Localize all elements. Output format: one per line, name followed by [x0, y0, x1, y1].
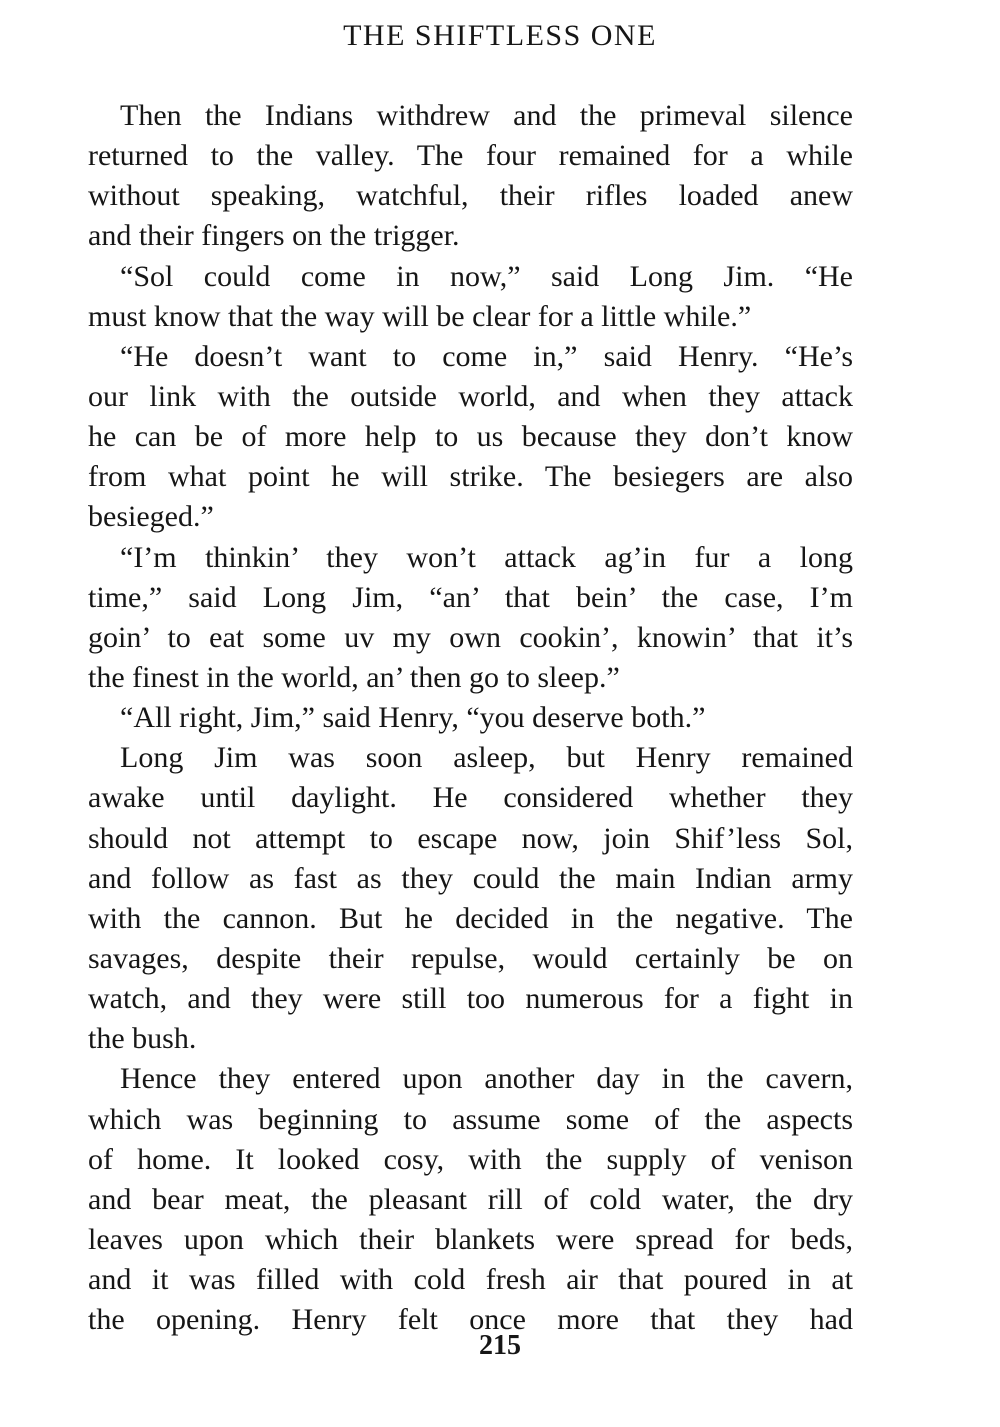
- text-line: “He doesn’t want to come in,” said Henry. “He’s: [120, 339, 853, 373]
- text-line: should not attempt to escape now, join Shif’less Sol,: [88, 821, 853, 855]
- text-line: our link with the outside world, and when they attack: [88, 379, 853, 413]
- text-line: must know that the way will be clear for a little while.”: [88, 299, 752, 333]
- text-line: the opening. Henry felt once more that they had: [88, 1303, 853, 1337]
- text-line: goin’ to eat some uv my own cookin’, knowin’ that it’s: [88, 620, 853, 654]
- text-line: and their fingers on the trigger.: [88, 219, 460, 253]
- text-line: with the cannon. But he decided in the negative. The: [88, 901, 853, 935]
- text-line: and bear meat, the pleasant rill of cold water, the dry: [88, 1182, 853, 1216]
- page-number: 215: [479, 1330, 521, 1361]
- text-line: “Sol could come in now,” said Long Jim. “He: [120, 259, 853, 293]
- text-line: savages, despite their repulse, would certainly be on: [88, 941, 853, 975]
- text-line: besieged.”: [88, 500, 214, 534]
- text-line: he can be of more help to us because they don’t know: [88, 420, 853, 454]
- text-line: Then the Indians withdrew and the primeval silence: [120, 99, 853, 132]
- text-line: from what point he will strike. The besiegers are also: [88, 460, 853, 494]
- text-line: “I’m thinkin’ they won’t attack ag’in fur a long: [120, 540, 853, 574]
- body-text: [88, 96, 853, 1340]
- text-line: and it was filled with cold fresh air that poured in at: [88, 1263, 853, 1297]
- text-line: leaves upon which their blankets were spread for beds,: [88, 1222, 853, 1256]
- text-line: of home. It looked cosy, with the supply of venison: [88, 1142, 853, 1176]
- text-line: “All right, Jim,” said Henry, “you deserve both.”: [120, 701, 706, 735]
- running-head: [0, 16, 1000, 56]
- text-line: which was beginning to assume some of the aspects: [88, 1102, 853, 1136]
- running-head-title: THE SHIFTLESS ONE: [343, 19, 657, 52]
- text-line: Long Jim was soon asleep, but Henry remained: [120, 741, 853, 775]
- text-line: without speaking, watchful, their rifles loaded anew: [88, 179, 853, 213]
- text-line: awake until daylight. He considered whether they: [88, 781, 853, 815]
- text-line: time,” said Long Jim, “an’ that bein’ the case, I’m: [88, 580, 853, 614]
- text-line: returned to the valley. The four remained for a while: [88, 139, 853, 173]
- text-line: Hence they entered upon another day in the cavern,: [120, 1062, 853, 1096]
- text-line: and follow as fast as they could the main Indian army: [88, 861, 853, 895]
- text-line: the bush.: [88, 1022, 197, 1056]
- text-line: the finest in the world, an’ then go to sleep.”: [88, 660, 620, 694]
- text-line: watch, and they were still too numerous for a fight in: [88, 982, 853, 1016]
